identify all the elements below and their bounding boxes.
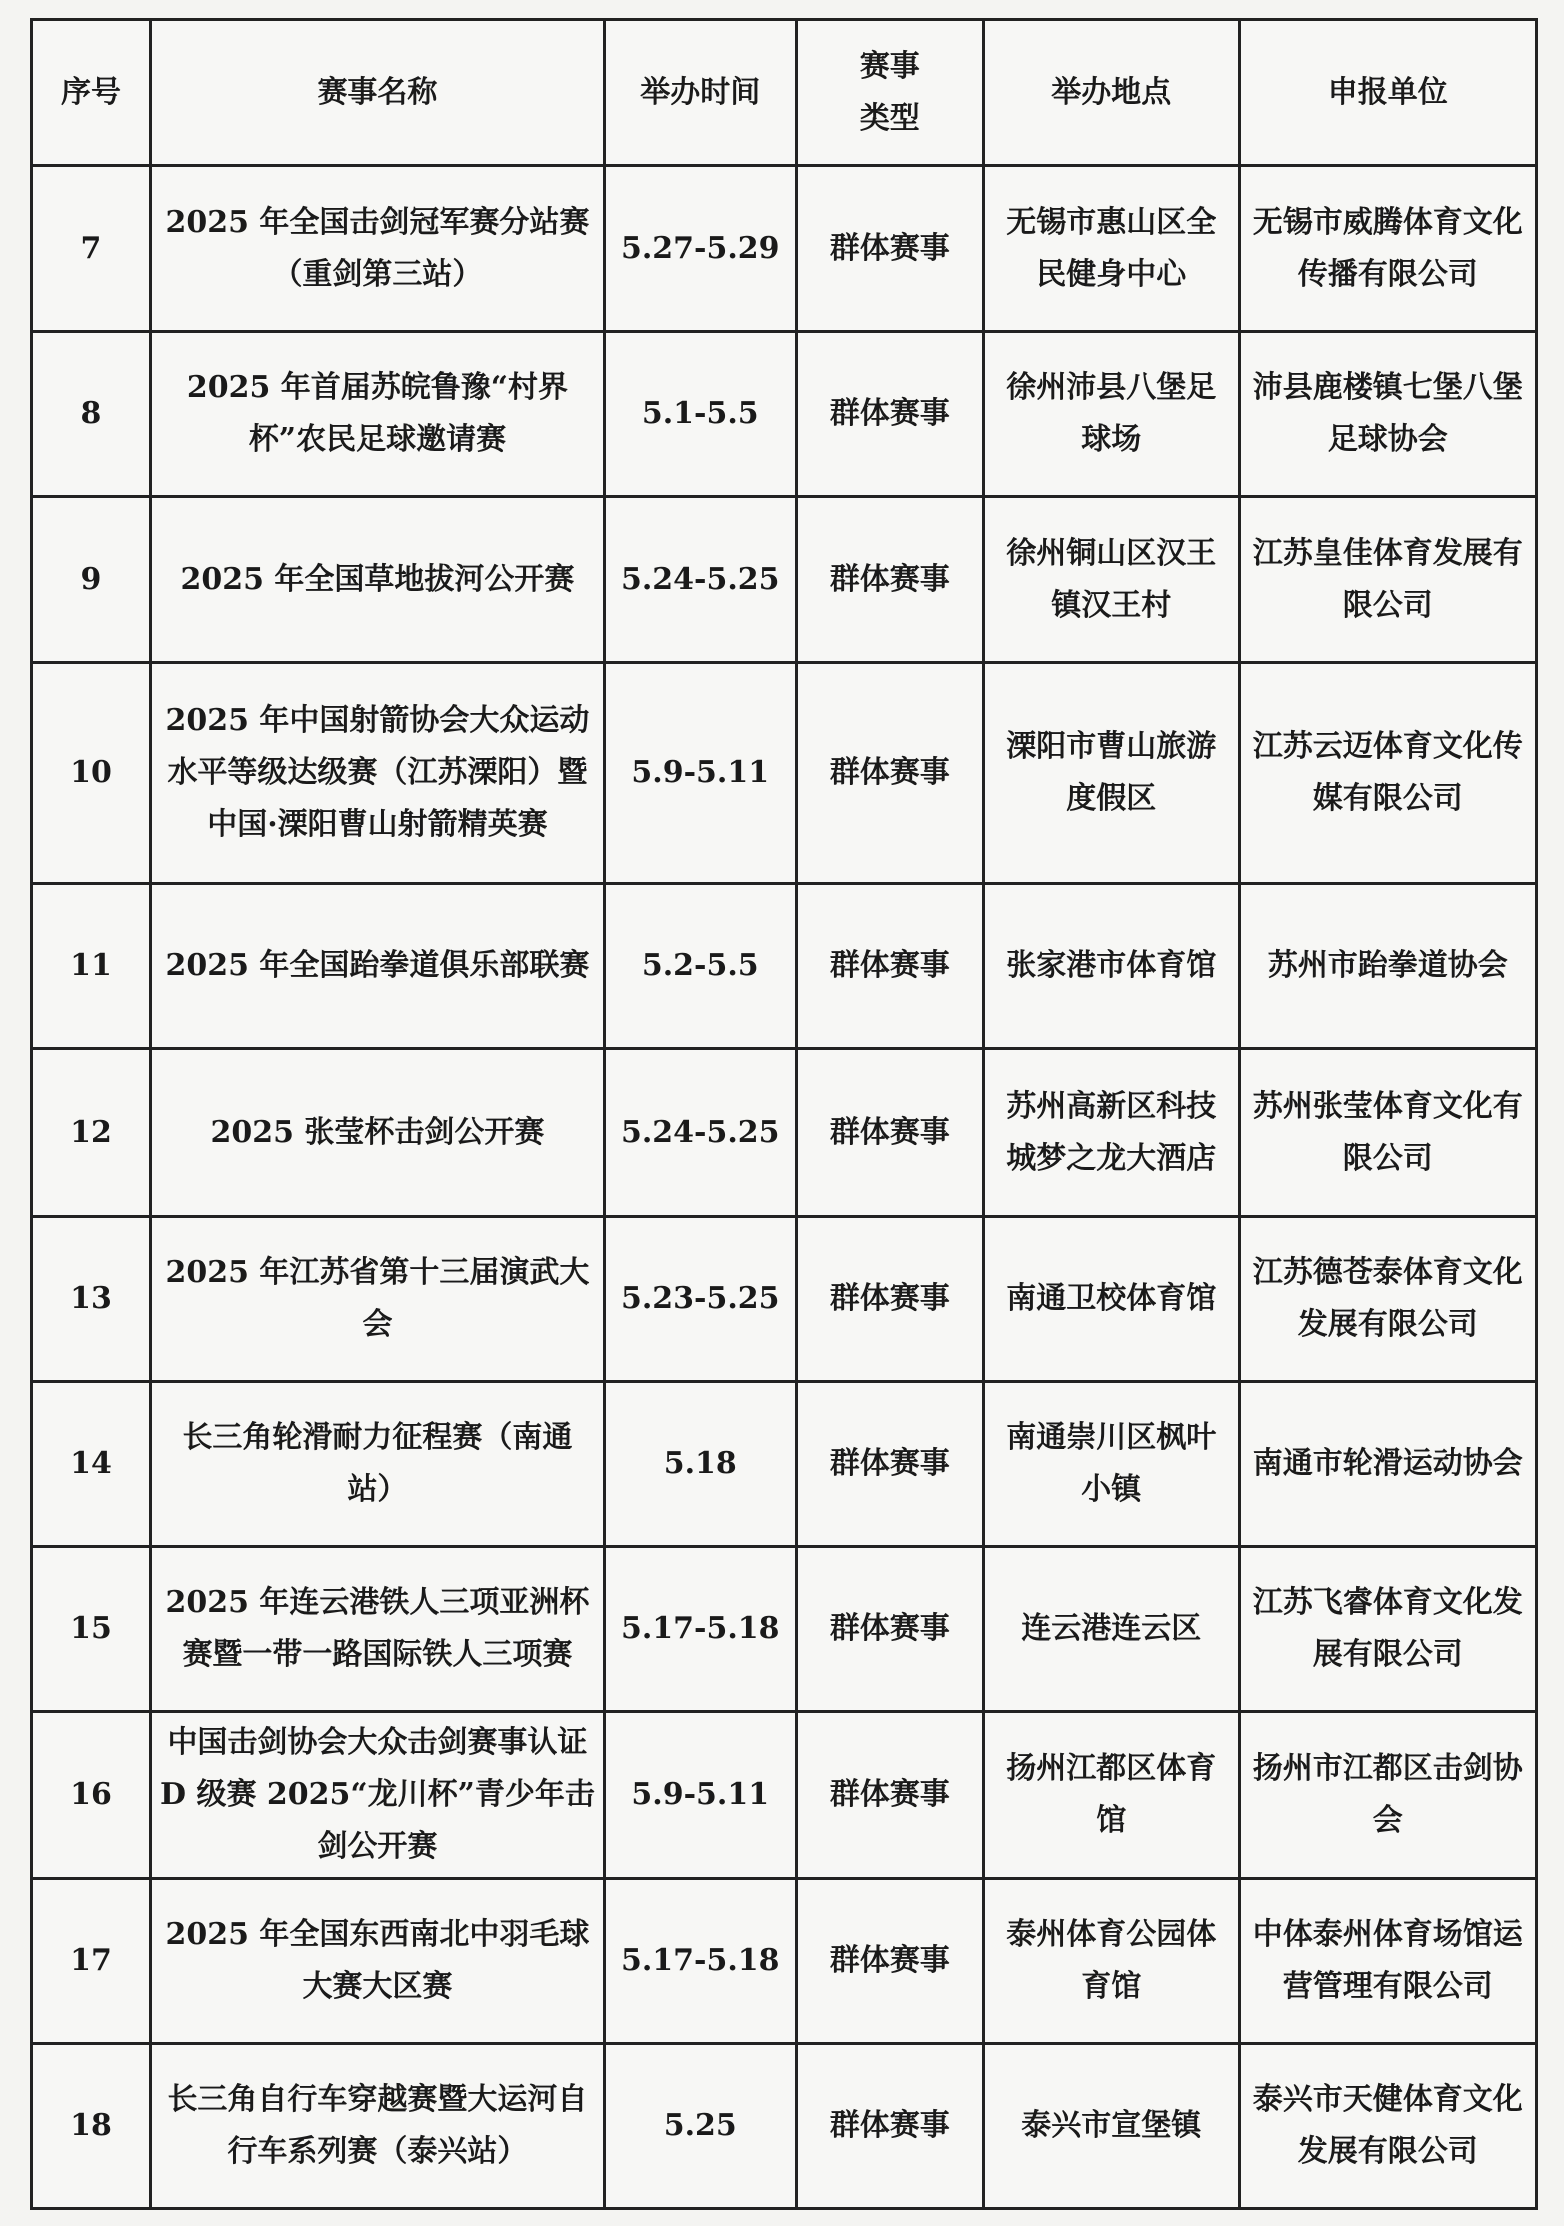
cell-type: 群体赛事 xyxy=(796,1547,983,1712)
cell-time: 5.1-5.5 xyxy=(604,332,796,497)
cell-event-name: 2025 年江苏省第十三届演武大会 xyxy=(150,1216,604,1381)
cell-type: 群体赛事 xyxy=(796,332,983,497)
cell-venue: 南通崇川区枫叶小镇 xyxy=(983,1381,1239,1546)
cell-no: 9 xyxy=(32,497,151,662)
cell-no: 7 xyxy=(32,166,151,332)
cell-time: 5.24-5.25 xyxy=(604,497,796,662)
cell-organizer: 苏州市跆拳道协会 xyxy=(1239,884,1537,1049)
cell-venue: 泰州体育公园体育馆 xyxy=(983,1878,1239,2043)
table-body xyxy=(32,166,1537,2209)
cell-organizer: 扬州市江都区击剑协会 xyxy=(1239,1712,1537,1878)
cell-type: 群体赛事 xyxy=(796,884,983,1049)
cell-type: 群体赛事 xyxy=(796,166,983,332)
cell-event-name: 2025 年全国草地拔河公开赛 xyxy=(150,497,604,662)
cell-no: 10 xyxy=(32,662,151,884)
cell-venue: 苏州高新区科技城梦之龙大酒店 xyxy=(983,1049,1239,1216)
table-row xyxy=(32,1216,1537,1381)
cell-event-name: 2025 年全国跆拳道俱乐部联赛 xyxy=(150,884,604,1049)
cell-organizer: 苏州张莹体育文化有限公司 xyxy=(1239,1049,1537,1216)
cell-time: 5.23-5.25 xyxy=(604,1216,796,1381)
cell-no: 18 xyxy=(32,2043,151,2208)
cell-time: 5.18 xyxy=(604,1381,796,1546)
cell-venue: 张家港市体育馆 xyxy=(983,884,1239,1049)
cell-organizer: 南通市轮滑运动协会 xyxy=(1239,1381,1537,1546)
cell-event-name: 2025 年连云港铁人三项亚洲杯赛暨一带一路国际铁人三项赛 xyxy=(150,1547,604,1712)
cell-no: 15 xyxy=(32,1547,151,1712)
header-name: 赛事名称 xyxy=(150,20,604,166)
table-row xyxy=(32,2043,1537,2208)
table-row xyxy=(32,1878,1537,2043)
cell-venue: 溧阳市曹山旅游度假区 xyxy=(983,662,1239,884)
cell-time: 5.17-5.18 xyxy=(604,1878,796,2043)
header-venue: 举办地点 xyxy=(983,20,1239,166)
table-row xyxy=(32,1381,1537,1546)
cell-organizer: 江苏云迈体育文化传媒有限公司 xyxy=(1239,662,1537,884)
cell-time: 5.24-5.25 xyxy=(604,1049,796,1216)
header-type xyxy=(796,20,983,166)
cell-type: 群体赛事 xyxy=(796,1049,983,1216)
cell-venue: 扬州江都区体育馆 xyxy=(983,1712,1239,1878)
cell-venue: 南通卫校体育馆 xyxy=(983,1216,1239,1381)
cell-type: 群体赛事 xyxy=(796,2043,983,2208)
cell-organizer: 沛县鹿楼镇七堡八堡足球协会 xyxy=(1239,332,1537,497)
cell-venue: 徐州沛县八堡足球场 xyxy=(983,332,1239,497)
cell-type: 群体赛事 xyxy=(796,1216,983,1381)
cell-organizer: 江苏皇佳体育发展有限公司 xyxy=(1239,497,1537,662)
cell-event-name: 2025 年全国击剑冠军赛分站赛（重剑第三站） xyxy=(150,166,604,332)
header-time: 举办时间 xyxy=(604,20,796,166)
cell-organizer: 江苏飞睿体育文化发展有限公司 xyxy=(1239,1547,1537,1712)
cell-venue: 无锡市惠山区全民健身中心 xyxy=(983,166,1239,332)
cell-event-name: 长三角自行车穿越赛暨大运河自行车系列赛（泰兴站） xyxy=(150,2043,604,2208)
header-no: 序号 xyxy=(32,20,151,166)
cell-type: 群体赛事 xyxy=(796,1381,983,1546)
cell-event-name: 长三角轮滑耐力征程赛（南通站） xyxy=(150,1381,604,1546)
header-type-line2: 类型 xyxy=(859,100,920,136)
table-row xyxy=(32,1049,1537,1216)
cell-event-name: 2025 年全国东西南北中羽毛球大赛大区赛 xyxy=(150,1878,604,2043)
cell-no: 8 xyxy=(32,332,151,497)
cell-event-name: 2025 张莹杯击剑公开赛 xyxy=(150,1049,604,1216)
header-type-line1: 赛事 xyxy=(859,48,920,84)
cell-time: 5.25 xyxy=(604,2043,796,2208)
cell-organizer: 无锡市威腾体育文化传播有限公司 xyxy=(1239,166,1537,332)
cell-no: 13 xyxy=(32,1216,151,1381)
cell-type: 群体赛事 xyxy=(796,497,983,662)
cell-venue: 徐州铜山区汉王镇汉王村 xyxy=(983,497,1239,662)
cell-time: 5.9-5.11 xyxy=(604,662,796,884)
cell-no: 12 xyxy=(32,1049,151,1216)
table-row xyxy=(32,497,1537,662)
table-row xyxy=(32,332,1537,497)
table-row xyxy=(32,662,1537,884)
cell-event-name: 2025 年中国射箭协会大众运动水平等级达级赛（江苏溧阳）暨中国·溧阳曹山射箭精英赛 xyxy=(150,662,604,884)
cell-type: 群体赛事 xyxy=(796,1712,983,1878)
header-organizer: 申报单位 xyxy=(1239,20,1537,166)
cell-time: 5.9-5.11 xyxy=(604,1712,796,1878)
header-row xyxy=(32,20,1537,166)
cell-time: 5.27-5.29 xyxy=(604,166,796,332)
cell-type: 群体赛事 xyxy=(796,662,983,884)
cell-venue: 泰兴市宣堡镇 xyxy=(983,2043,1239,2208)
table-row xyxy=(32,166,1537,332)
cell-no: 16 xyxy=(32,1712,151,1878)
cell-event-name: 中国击剑协会大众击剑赛事认证 D 级赛 2025“龙川杯”青少年击剑公开赛 xyxy=(150,1712,604,1878)
table-row xyxy=(32,1547,1537,1712)
events-table xyxy=(30,18,1538,2210)
cell-no: 11 xyxy=(32,884,151,1049)
cell-type: 群体赛事 xyxy=(796,1878,983,2043)
cell-organizer: 中体泰州体育场馆运营管理有限公司 xyxy=(1239,1878,1537,2043)
table-row xyxy=(32,884,1537,1049)
cell-organizer: 江苏德苍泰体育文化发展有限公司 xyxy=(1239,1216,1537,1381)
cell-time: 5.17-5.18 xyxy=(604,1547,796,1712)
cell-time: 5.2-5.5 xyxy=(604,884,796,1049)
cell-no: 17 xyxy=(32,1878,151,2043)
table-row xyxy=(32,1712,1537,1878)
cell-no: 14 xyxy=(32,1381,151,1546)
cell-organizer: 泰兴市天健体育文化发展有限公司 xyxy=(1239,2043,1537,2208)
cell-venue: 连云港连云区 xyxy=(983,1547,1239,1712)
cell-event-name: 2025 年首届苏皖鲁豫“村界杯”农民足球邀请赛 xyxy=(150,332,604,497)
